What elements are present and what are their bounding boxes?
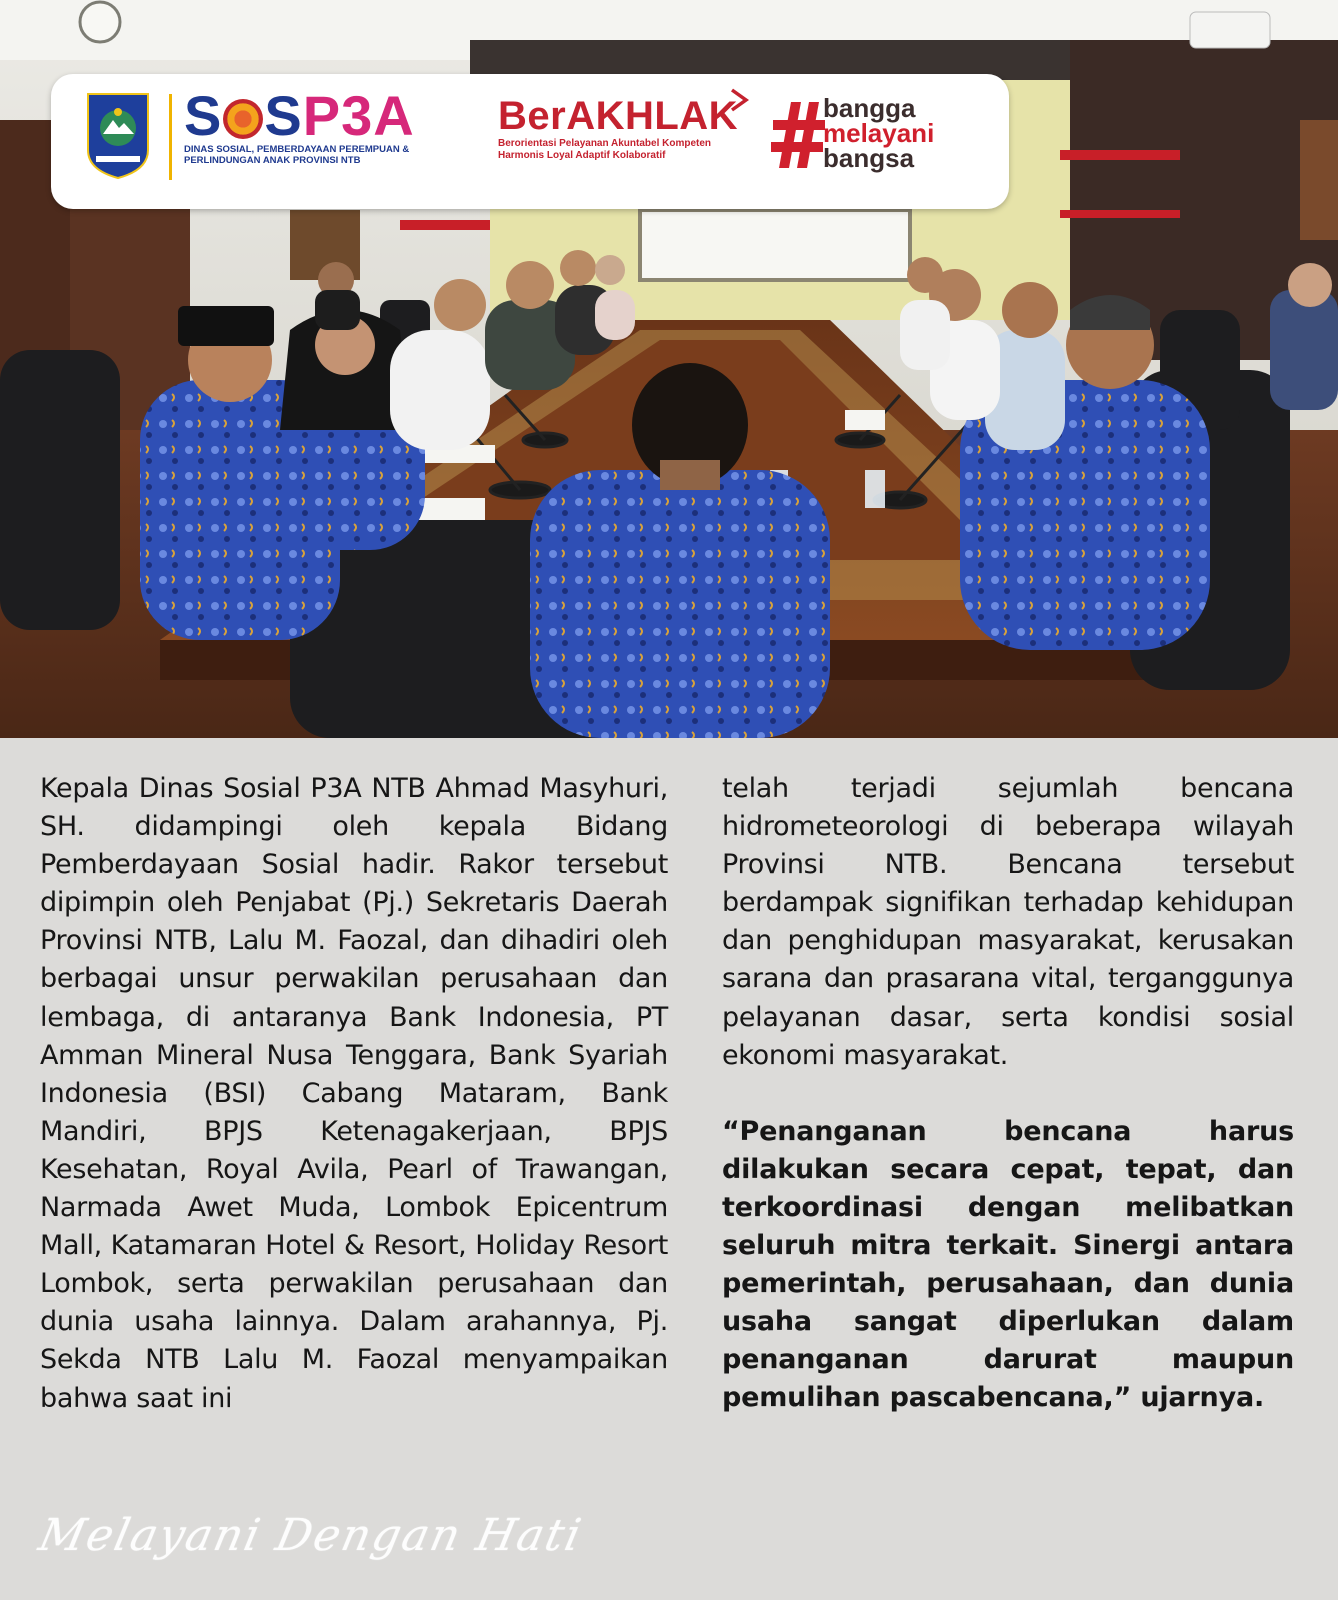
article-left-column xyxy=(40,770,668,1418)
sosp3a-logo xyxy=(184,84,454,166)
chevron-right-icon xyxy=(726,88,750,112)
article-paragraph-2: telah terjadi sejumlah bencana hidrometeorologi di beberapa wilayah Provinsi NTB. Bencana tersebut berdampak signifikan terhadap kehidupan dan penghidupan masyarakat, kerusakan sarana dan prasarana vital, terganggunya pelayanan dasar, serta kondisi sosial ekonomi masyarakat. xyxy=(722,773,1294,1071)
article-right-column xyxy=(722,770,1294,1418)
sosp3a-letter-s2: S xyxy=(264,84,303,147)
sosp3a-wordmark xyxy=(184,84,454,147)
article-paragraph-1: Kepala Dinas Sosial P3A NTB Ahmad Masyhuri, SH. didampingi oleh kepala Bidang Pemberdayaan Sosial hadir. Rakor tersebut dipimpin oleh Penjabat (Pj.) Sekretaris Daerah Provinsi NTB, Lalu M. Faozal, dan dihadiri oleh berbagai unsur perwakilan perusahaan dan lembaga, di antaranya Bank Indonesia, PT Amman Mineral Nusa Tenggara, Bank Syariah Indonesia (BSI) Cabang Mataram, Bank Mandiri, BPJS Ketenagakerjaan, BPJS Kesehatan, Royal Avila, Pearl of Trawangan, Narmada Awet Muda, Lombok Epicentrum Mall, Katamaran Hotel & Resort, Holiday Resort Lombok, serta perwakilan perusahaan dan dunia usaha lainnya. Dalam arahannya, Pj. Sekda NTB Lalu M. Faozal menyampaikan bahwa saat ini xyxy=(40,773,668,1414)
logo-banner xyxy=(51,74,1009,209)
banner-divider xyxy=(169,94,172,180)
bangga-line-1: bangga xyxy=(823,93,916,123)
sosp3a-o-emblem-icon xyxy=(223,99,263,139)
article-quote: “Penanganan bencana harus dilakukan secara cepat, tepat, dan terkoordinasi dengan melibatkan seluruh mitra terkait. Sinergi antara pemerintah, perusahaan, dan dunia usaha sangat diperlukan dalam penanganan darurat maupun pemulihan pascabencana,” ujarnya. xyxy=(722,1115,1294,1414)
berakhlak-wordmark: BerAKHLAK xyxy=(498,94,739,138)
bangga-line-2: melayani xyxy=(823,118,935,148)
sosp3a-letter-s1: S xyxy=(184,84,223,147)
bangga-line-3: bangsa xyxy=(823,143,915,173)
sosp3a-subtitle: DINAS SOSIAL, PEMBERDAYAAN PEREMPUAN & PERLINDUNGAN ANAK PROVINSI NTB xyxy=(184,144,410,166)
sosp3a-p3a: P3A xyxy=(302,84,415,147)
hashtag-icon xyxy=(771,100,827,170)
ntb-province-emblem-icon xyxy=(86,92,150,180)
bangga-melayani-bangsa-logo xyxy=(771,93,961,186)
berakhlak-tagline-1: Berorientasi Pelayanan Akuntabel Kompeten xyxy=(498,138,712,149)
berakhlak-tagline-2: Harmonis Loyal Adaptif Kolaboratif xyxy=(498,150,666,161)
footer-signature: Melayani Dengan Hati xyxy=(34,1510,588,1561)
berakhlak-logo xyxy=(498,94,758,162)
